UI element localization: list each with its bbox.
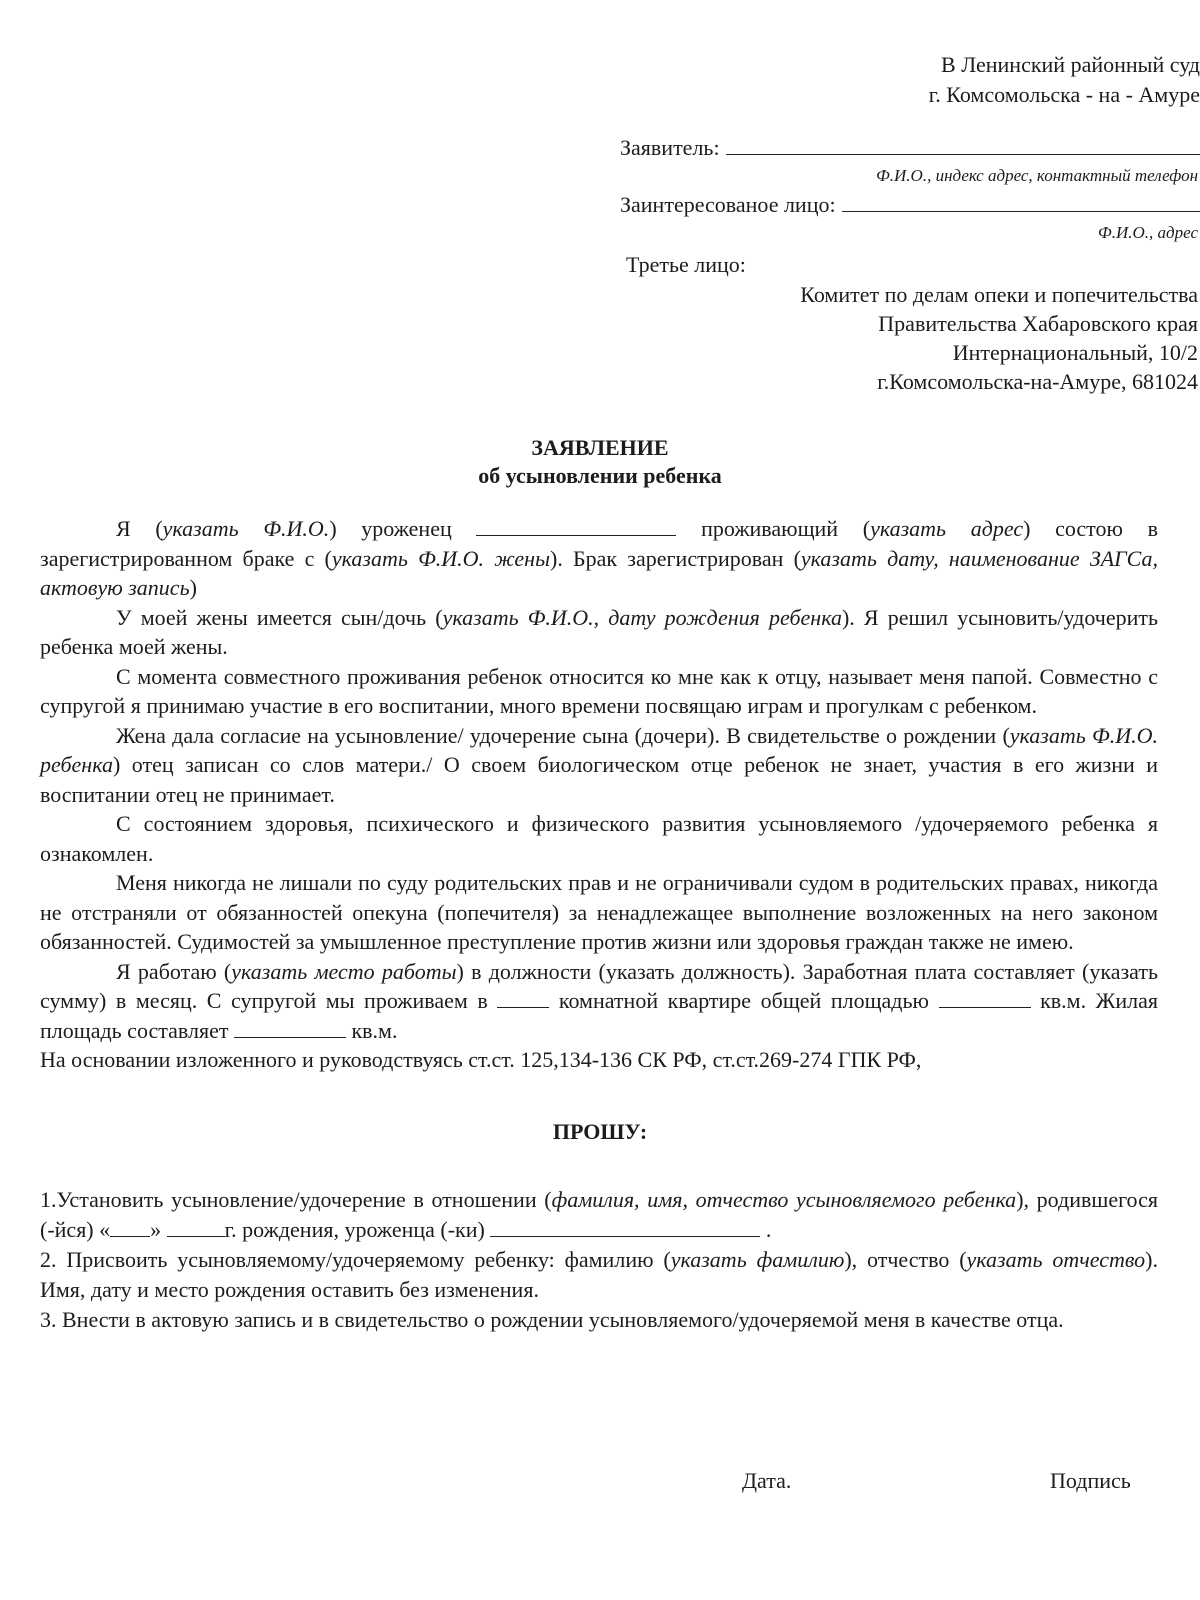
interested-row [620, 189, 1200, 220]
text: ). Я решил усыновить/удочерить ребенка моей жены. [40, 604, 1159, 659]
placeholder-text: указать Ф.И.О. ребенка [40, 722, 1158, 777]
text: кв.м. [351, 1017, 398, 1043]
body-paragraph-1 [40, 514, 1158, 603]
body-paragraph-5: С состоянием здоровья, психического и физического развития усыновляемого /удочеряемого ребенка я ознакомлен. [40, 811, 1158, 866]
request-items [40, 1185, 1158, 1335]
document-title [40, 434, 1160, 490]
applicant-row [620, 132, 1200, 163]
placeholder-text: указать Ф.И.О., дату рождения ребенка [442, 604, 842, 630]
third-party-line: Правительства Хабаровского края [878, 311, 1198, 336]
body-paragraph-3: С момента совместного проживания ребенок относится ко мне как к отцу, называет меня папой. Совместно с супругой я принимаю участие в его воспитании, много времени посвящаю играм и прогулкам с ребенком. [40, 663, 1158, 718]
placeholder-text: указать дату, наименование ЗАГСа, актовую запись [40, 545, 1158, 600]
total-area-blank [939, 989, 1031, 1008]
birthplace-blank [476, 517, 676, 536]
text: У моей жены имеется сын/дочь ( [116, 604, 443, 630]
recipient-court: В Ленинский районный суд [941, 52, 1200, 77]
body-paragraph-6: Меня никогда не лишали по суду родительских прав и не ограничивали судом в родительских правах, никогда не отстраняли от обязанностей опекуна (попечителя) за ненадлежащее выполнение возложенных на него законом обязанностей. Судимостей за умышленное преступление против жизни или здоровья граждан также не имею. [40, 870, 1158, 954]
text: 2. Присвоить усыновляемому/удочеряемому ребенку: фамилию ( [40, 1246, 671, 1272]
text: ). Имя, дату и место рождения оставить без изменения. [40, 1246, 1158, 1302]
third-party-line: Интернациональный, 10/2 [952, 340, 1198, 365]
body-paragraph-2 [40, 603, 1158, 662]
request-item-2 [40, 1245, 1158, 1305]
applicant-label: Заявитель: [620, 135, 720, 160]
placeholder-text: указать Ф.И.О. жены [331, 545, 550, 571]
birthplace-blank [490, 1218, 760, 1237]
placeholder-text: указать фамилию [670, 1246, 845, 1272]
text: ) уроженец [329, 516, 452, 541]
placeholder-text: указать адрес [870, 516, 1024, 541]
date-label: Дата. [742, 1468, 792, 1493]
request-heading: ПРОШУ: [552, 1118, 648, 1144]
text: Жена дала согласие на усыновление/ удочерение сына (дочери). В свидетельстве о рождении ( [116, 722, 1010, 748]
applicant-hint: Ф.И.О., индекс адрес, контактный телефон [876, 166, 1198, 185]
text: ). Брак зарегистрирован ( [550, 545, 801, 571]
text: ) отец записан со слов матери./ О своем биологическом отце ребенок не знает, участия в его жизни и воспитании отец не принимает. [40, 752, 1158, 807]
interested-hint: Ф.И.О., адрес [1098, 223, 1198, 242]
text: ) [189, 575, 197, 600]
request-item-3: 3. Внести в актовую запись и в свидетельство о рождении усыновляемого/удочеряемой меня в качестве отца. [40, 1306, 1064, 1332]
text: ), отчество ( [844, 1246, 967, 1272]
third-party-label: Третье лицо: [626, 252, 746, 277]
interested-blank-line [842, 189, 1200, 212]
text: ) состою в зарегистрированном браке с ( [40, 516, 1159, 571]
living-area-blank [234, 1019, 346, 1038]
applicant-blank-line [726, 132, 1200, 155]
text: ) в должности (указать должность). Заработная плата составляет (указать сумму) в месяц. С супругой мы проживаем в [40, 958, 1158, 1013]
text: 1.Установить усыновление/удочерение в отношении ( [40, 1186, 552, 1212]
text: комнатной квартире общей площадью [558, 988, 929, 1013]
placeholder-text: указать место работы [231, 958, 457, 984]
title-main: ЗАЯВЛЕНИЕ [531, 435, 669, 460]
placeholder-text: указать Ф.И.О. [162, 516, 330, 541]
text: проживающий ( [701, 516, 871, 541]
text: кв.м. Жилая площадь составляет [40, 988, 1159, 1043]
interested-label: Заинтересованое лицо: [620, 192, 836, 217]
birth-year-blank [167, 1218, 225, 1237]
rooms-blank [497, 989, 549, 1008]
text: . [765, 1216, 772, 1242]
body-paragraph-8: На основании изложенного и руководствуясь ст.ст. 125,134-136 СК РФ, ст.ст.269-274 ГПК РФ, [40, 1047, 922, 1072]
document-body [40, 514, 1158, 1075]
third-party-block [40, 280, 1198, 396]
text: Я работаю ( [116, 958, 232, 984]
text: » [150, 1216, 162, 1242]
placeholder-text: фамилия, имя, отчество усыновляемого ребенка [551, 1186, 1017, 1212]
birth-day-blank [110, 1218, 150, 1237]
recipient-city: г. Комсомольска - на - Амуре [928, 82, 1200, 107]
signature-label: Подпись [1050, 1468, 1131, 1493]
text: г. рождения, уроженца (-ки) [224, 1216, 485, 1242]
body-paragraph-7 [40, 957, 1158, 1046]
text: Я ( [116, 516, 163, 541]
text: ), родившегося (-йся) « [40, 1186, 1158, 1242]
request-item-1 [40, 1185, 1158, 1245]
placeholder-text: указать отчество [966, 1246, 1146, 1272]
recipient-block [610, 50, 1200, 110]
third-party-line: г.Комсомольска-на-Амуре, 681024 [877, 369, 1198, 394]
body-paragraph-4 [40, 721, 1158, 810]
third-party-line: Комитет по делам опеки и попечительства [800, 282, 1198, 307]
title-sub: об усыновлении ребенка [478, 463, 722, 488]
